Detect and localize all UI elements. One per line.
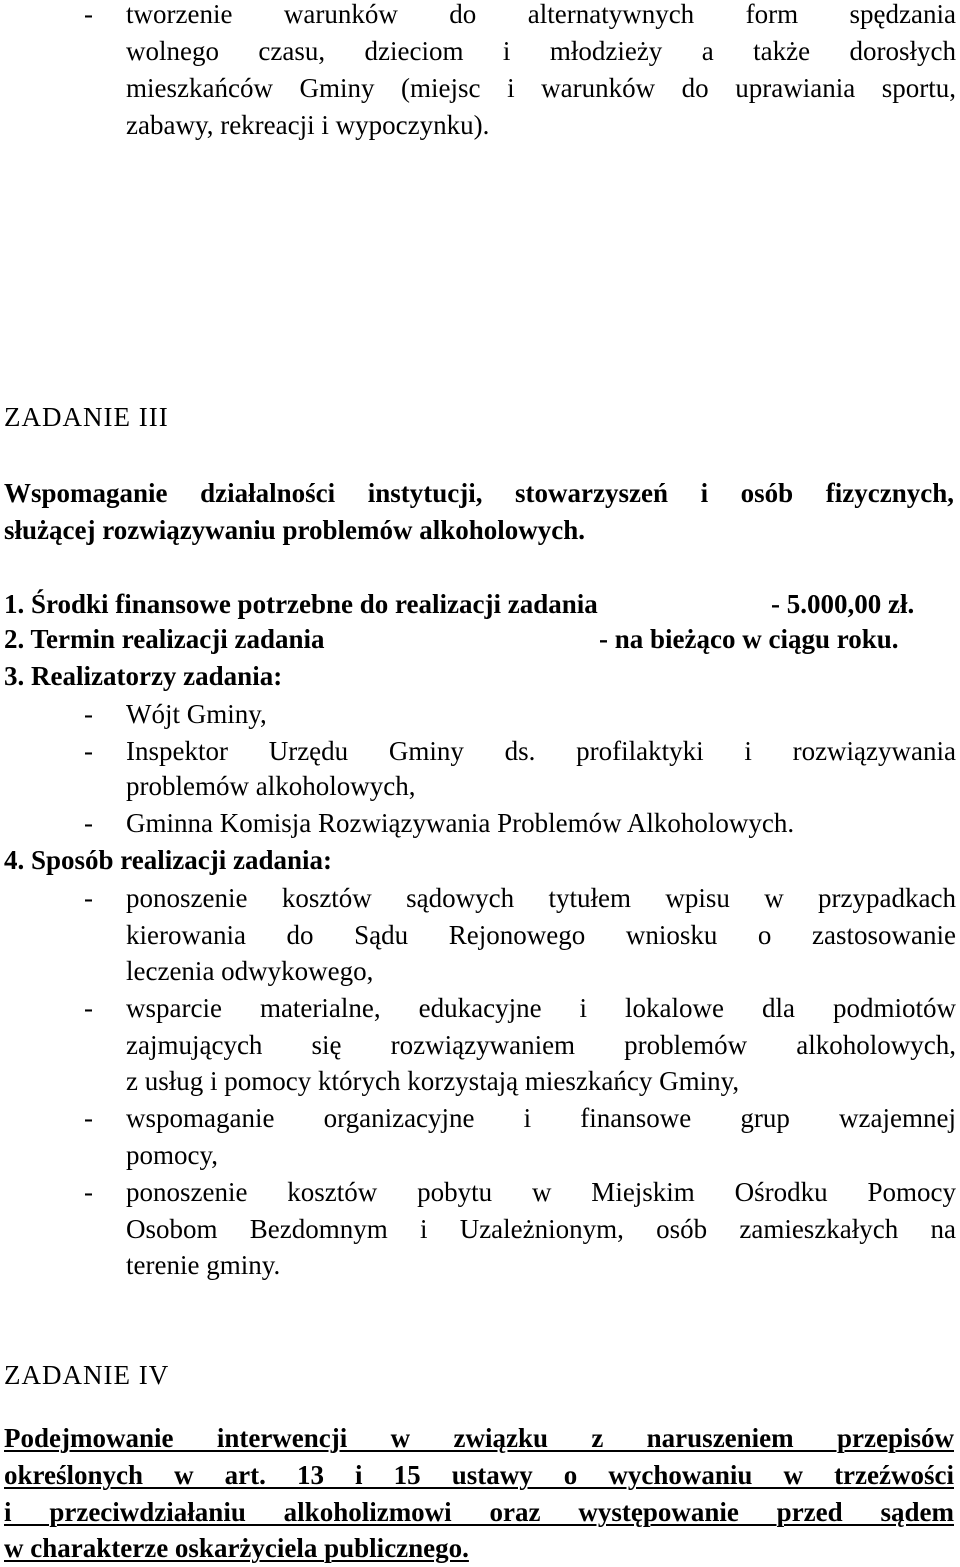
item-4-line-1: ponoszenie kosztów sądowych tytułem wpisu w przypadkach bbox=[126, 883, 956, 913]
item-4-line-2: kierowania do Sądu Rejonowego wniosku o zastosowanie bbox=[126, 920, 956, 950]
item-4-line-11: terenie gminy. bbox=[126, 1250, 281, 1280]
item-1-label: 1. Środki finansowe potrzebne do realizacji zadania bbox=[4, 589, 598, 619]
item-4-line-10: Osobom Bezdomnym i Uzależnionym, osób zamieszkałych na bbox=[126, 1214, 956, 1244]
zadanie-4-title-line-3: i przeciwdziałaniu alkoholizmowi oraz występowanie przed sądem bbox=[4, 1497, 954, 1527]
item-3-entry-2-cont: problemów alkoholowych, bbox=[126, 771, 416, 801]
item-3-entry-1: Wójt Gminy, bbox=[126, 699, 267, 729]
intro-line-4: zabawy, rekreacji i wypoczynku). bbox=[126, 110, 490, 140]
item-1-value-text: - 5.000,00 zł. bbox=[771, 589, 915, 619]
item-1-value bbox=[771, 586, 914, 623]
item-2-label: 2. Termin realizacji zadania bbox=[4, 624, 325, 654]
item-3-dash-1: - bbox=[84, 699, 93, 729]
intro-line-2: wolnego czasu, dzieciom i młodzieży a także dorosłych bbox=[126, 36, 956, 66]
item-4-dash-4: - bbox=[84, 1177, 93, 1207]
item-4-label: 4. Sposób realizacji zadania: bbox=[4, 845, 333, 875]
item-4-line-7: wspomaganie organizacyjne i finansowe grup wzajemnej bbox=[126, 1103, 956, 1133]
item-4-line-5: zajmujących się rozwiązywaniem problemów alkoholowych, bbox=[126, 1030, 956, 1060]
item-4-dash-2: - bbox=[84, 993, 93, 1023]
zadanie-4-title-line-2: określonych w art. 13 i 15 ustawy o wychowaniu w trzeźwości bbox=[4, 1460, 954, 1490]
item-3-label: 3. Realizatorzy zadania: bbox=[4, 661, 283, 691]
zadanie-4-heading: ZADANIE IV bbox=[4, 1360, 170, 1390]
item-3-dash-3: - bbox=[84, 808, 93, 838]
zadanie-3-heading: ZADANIE III bbox=[4, 402, 169, 432]
item-3-entry-2: Inspektor Urzędu Gminy ds. profilaktyki i rozwiązywania bbox=[126, 736, 956, 766]
item-3-entry-3: Gminna Komisja Rozwiązywania Problemów Alkoholowych. bbox=[126, 808, 795, 838]
item-2-value: - na bieżąco w ciągu roku. bbox=[599, 624, 899, 654]
bullet-dash: - bbox=[84, 0, 93, 29]
zadanie-4-title-line-4: w charakterze oskarżyciela publicznego. bbox=[4, 1533, 469, 1563]
intro-line-3: mieszkańców Gminy (miejsc i warunków do uprawiania sportu, bbox=[126, 73, 956, 103]
item-4-line-3: leczenia odwykowego, bbox=[126, 956, 374, 986]
zadanie-3-title-line-1: Wspomaganie działalności instytucji, stowarzyszeń i osób fizycznych, bbox=[4, 478, 954, 508]
zadanie-4-title-line-1: Podejmowanie interwencji w związku z naruszeniem przepisów bbox=[4, 1423, 954, 1453]
item-3-dash-2: - bbox=[84, 736, 93, 766]
item-4-line-8: pomocy, bbox=[126, 1140, 218, 1170]
intro-line-1: tworzenie warunków do alternatywnych form spędzania bbox=[126, 0, 956, 29]
item-4-dash-3: - bbox=[84, 1103, 93, 1133]
item-4-line-9: ponoszenie kosztów pobytu w Miejskim Ośrodku Pomocy bbox=[126, 1177, 956, 1207]
zadanie-3-title-line-2: służącej rozwiązywaniu problemów alkoholowych. bbox=[4, 515, 586, 545]
item-4-dash-1: - bbox=[84, 883, 93, 913]
item-4-line-4: wsparcie materialne, edukacyjne i lokalowe dla podmiotów bbox=[126, 993, 956, 1023]
item-4-line-6: z usług i pomocy których korzystają mieszkańcy Gminy, bbox=[126, 1066, 740, 1096]
